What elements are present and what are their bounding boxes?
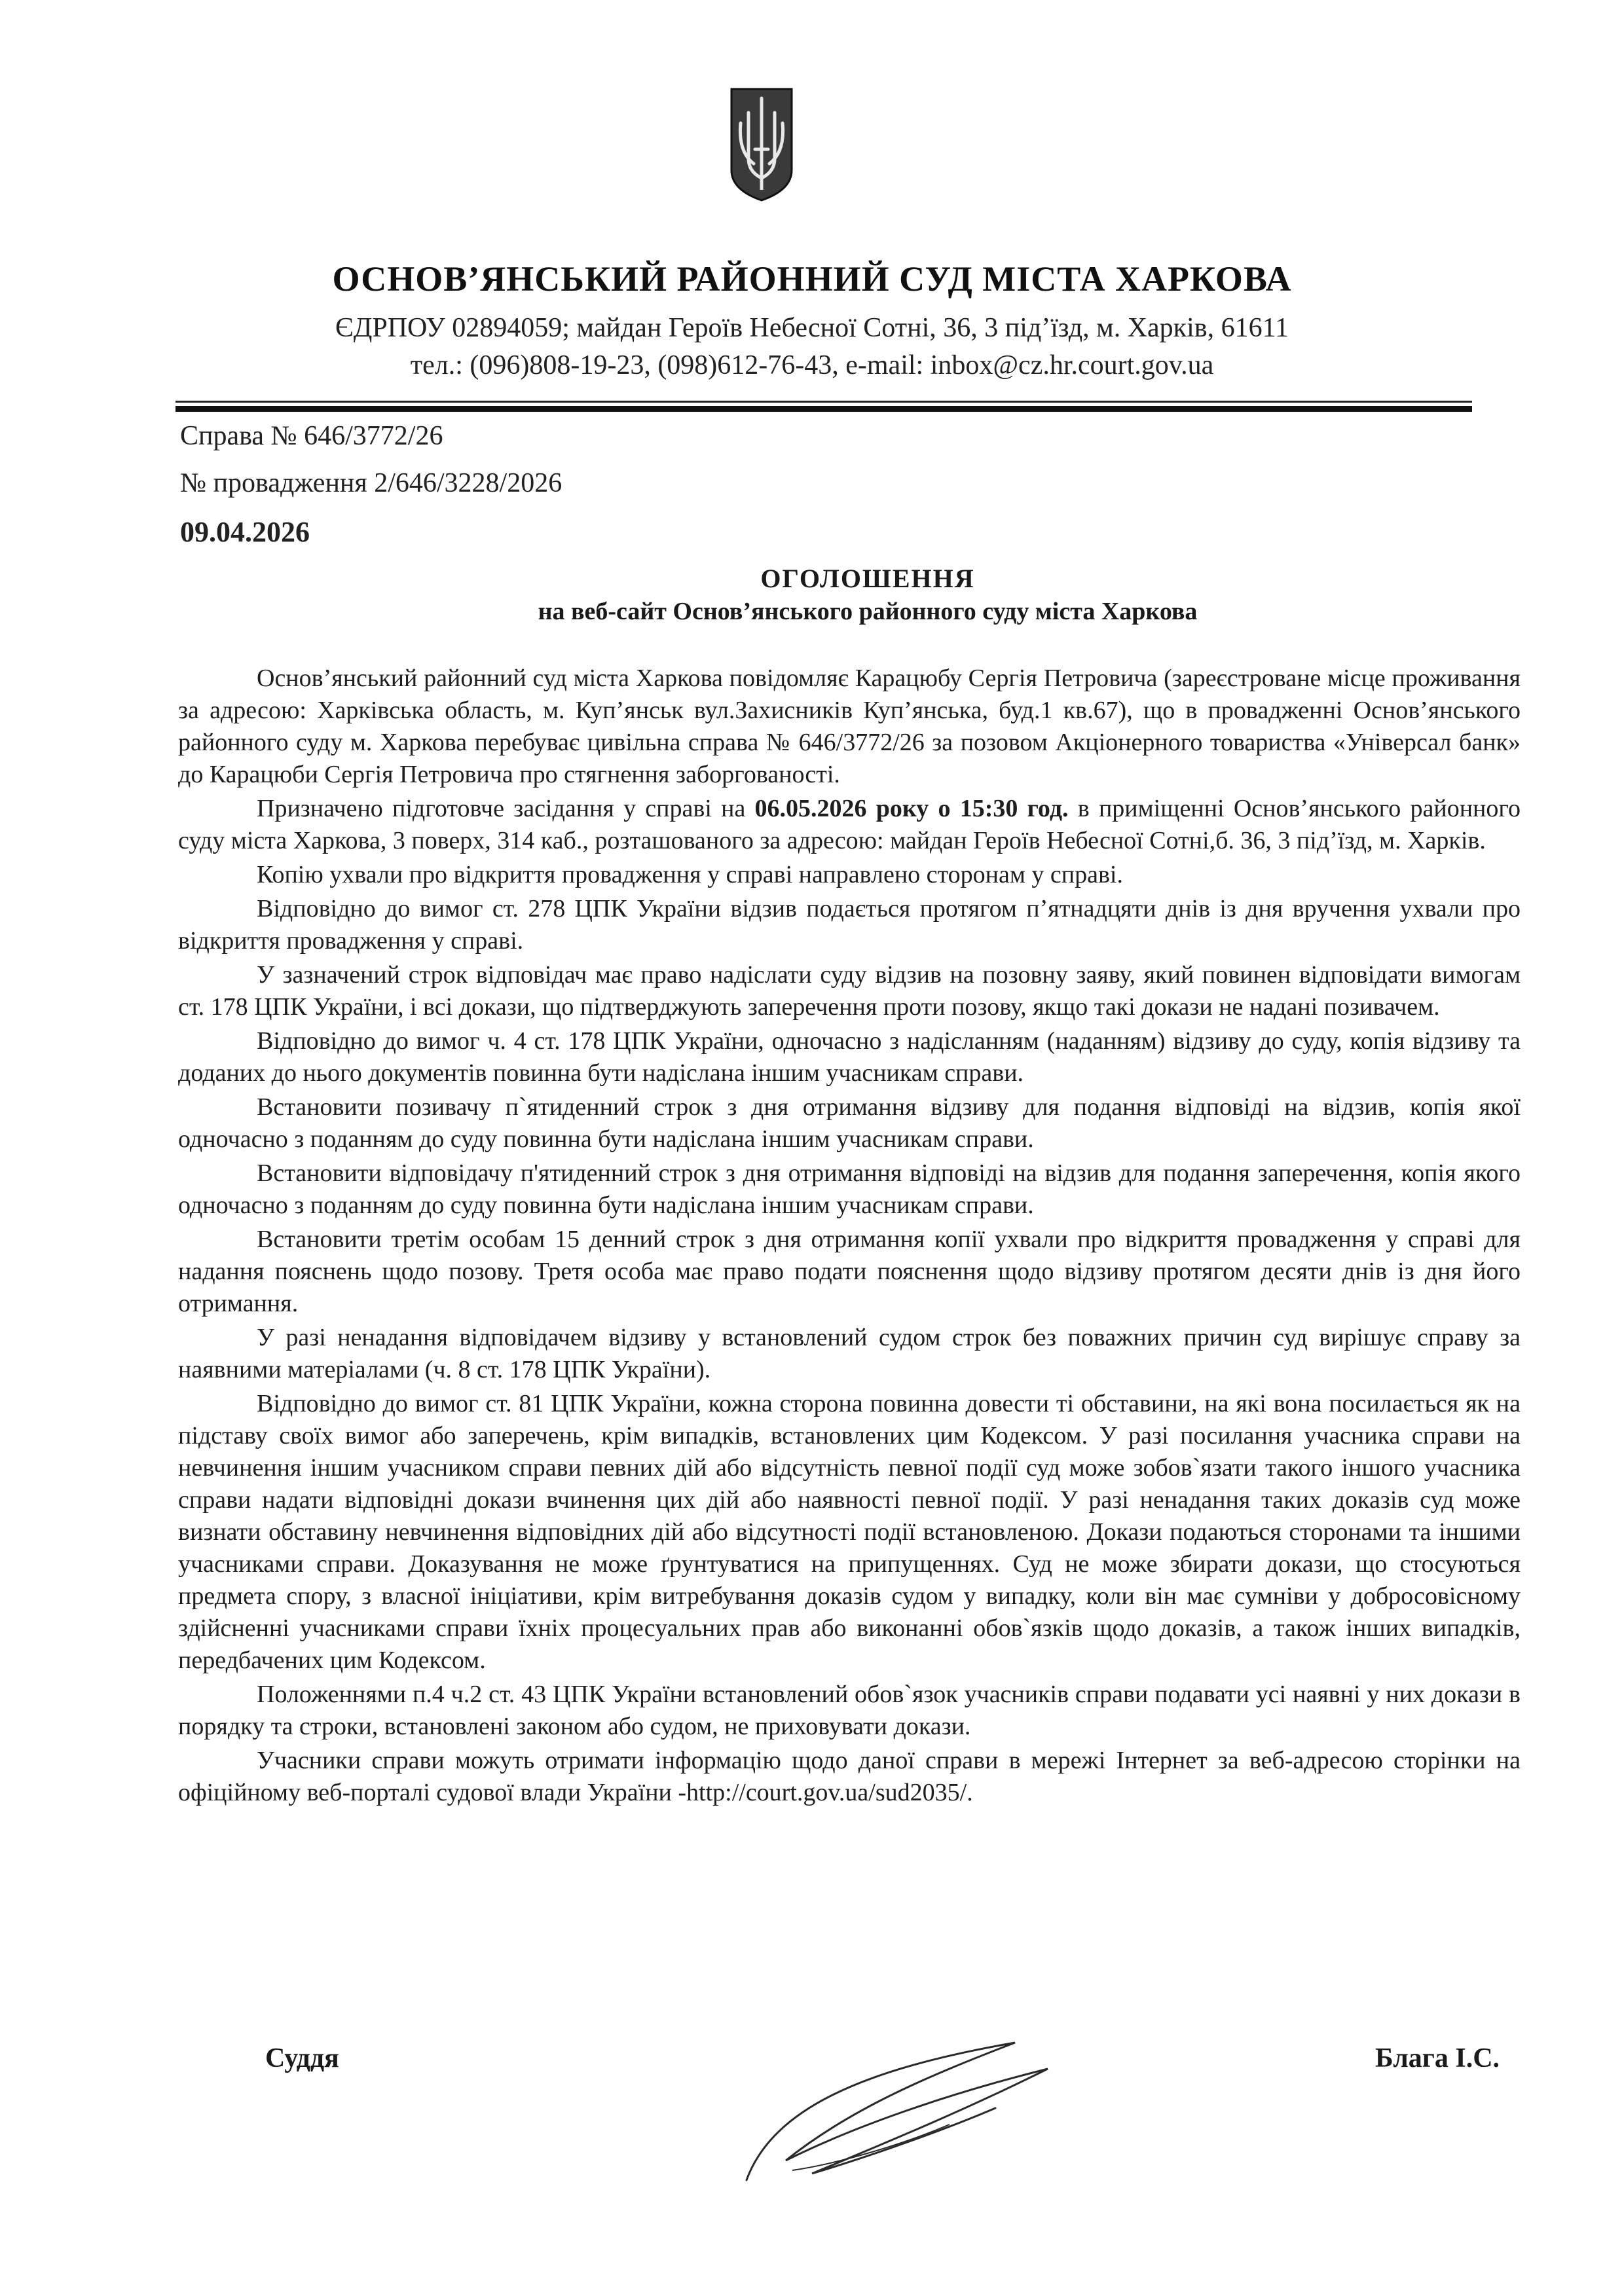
hearing-date: 06.05.2026 року о 15:30 год. [754, 795, 1069, 822]
announcement-body [178, 663, 1521, 1811]
paragraph: Відповідно до вимог ст. 81 ЦПК України, кожна сторона повинна довести ті обставини, на які вона посилається як на підставу своїх вимог або заперечень, крім випадків, встановлених цим Кодексом. У разі посилання учасника справи на невчинення іншим учасником справи певних дій або відсутність певної події суд може зобов`язати такого іншого учасника справи надати відповідні докази вчинення цих дій або наявності певної події. У разі ненадання таких доказів суд може визнати обставину невчинення відповідних дій або відсутності події встановленою. Докази подаються сторонами та іншими учасниками справи. Доказування не може ґрунтуватися на припущеннях. Суд не може збирати докази, що стосуються предмета спору, з власної ініціативи, крім витребування доказів судом у випадку, коли він має сумніви у добросовісному здійсненні учасниками справи їхніх процесуальних прав або виконанні обов`язків щодо доказів, а також інших випадків, передбачених цим Кодексом. [178, 1390, 1521, 1674]
document-date: 09.04.2026 [180, 516, 310, 548]
court-address: ЄДРПОУ 02894059; майдан Героїв Небесної Сотні, 36, 3 під’їзд, м. Харків, 61611 [335, 313, 1289, 343]
header-divider-thick [175, 406, 1472, 412]
court-contacts: тел.: (096)808-19-23, (098)612-76-43, e-mail: inbox@cz.hr.court.gov.ua [410, 350, 1214, 380]
paragraph-url: Учасники справи можуть отримати інформацію щодо даної справи в мережі Інтернет за веб-адресою сторінки на офіційному веб-порталі судової влади України -http://court.gov.ua/sud2035/. [178, 1747, 1521, 1806]
proceeding-number: № провадження 2/646/3228/2026 [180, 468, 563, 498]
paragraph: Встановити позивачу п`ятиденний строк з дня отримання відзиву для подання відповіді на відзив, копія якої одночасно з поданням до суду повинна бути надіслана іншим учасникам справи. [178, 1093, 1521, 1153]
paragraph: Встановити відповідачу п'ятиденний строк з дня отримання відповіді на відзив для подання заперечення, копія якого одночасно з поданням до суду повинна бути надіслана іншим учасникам справи. [178, 1159, 1521, 1219]
court-name: ОСНОВ’ЯНСЬКИЙ РАЙОННИЙ СУД МІСТА ХАРКОВА [332, 259, 1292, 299]
judge-name: Блага І.С. [1375, 2043, 1500, 2073]
paragraph-hearing [178, 793, 1521, 857]
announcement-title: ОГОЛОШЕННЯ [760, 564, 975, 593]
header-divider-thin [175, 401, 1472, 403]
paragraph: Основ’янський районний суд міста Харкова повідомляє Карацюбу Сергія Петровича (зареєстроване місце проживання за адресою: Харківська область, м. Куп’янськ вул.Захисників Куп’янська, буд.1 кв.67), що в провадженні Основ’янського районного суду м. Харкова перебуває цивільна справа № 646/3772/26 за позовом Акціонерного товариства «Універсал банк» до Карацюби Сергія Петровича про стягнення заборгованості. [178, 665, 1521, 788]
paragraph: У разі ненадання відповідачем відзиву у встановлений судом строк без поважних причин суд вирішує справу за наявними матеріалами (ч. 8 ст. 178 ЦПК України). [178, 1324, 1521, 1383]
hearing-text-start: Призначено підготовче засідання у справі на [257, 795, 755, 822]
judge-label: Суддя [265, 2043, 339, 2073]
paragraph: У зазначений строк відповідач має право надіслати суду відзив на позовну заяву, який повинен відповідати вимогам ст. 178 ЦПК України, і всі докази, що підтверджують заперечення проти позову, якщо такі докази не надані позивачем. [178, 961, 1521, 1021]
trident-emblem-icon [729, 86, 794, 203]
paragraph: Встановити третім особам 15 денний строк з дня отримання копії ухвали про відкриття провадження у справі для надання пояснень щодо позову. Третя особа має право подати пояснення щодо відзиву протягом десяти днів із дня його отримання. [178, 1226, 1521, 1317]
paragraph: Копію ухвали про відкриття провадження у справі направлено сторонам у справі. [257, 861, 1123, 888]
paragraph: Відповідно до вимог ч. 4 ст. 178 ЦПК України, одночасно з надісланням (наданням) відзиву до суду, копія відзиву та доданих до нього документів повинна бути надіслана іншим учасникам справи. [178, 1027, 1521, 1087]
paragraph: Відповідно до вимог ст. 278 ЦПК України відзив подається протягом п’ятнадцяти днів із дня вручення ухвали про відкриття провадження у справі. [178, 895, 1521, 955]
announcement-subtitle: на веб-сайт Основ’янського районного суду міста Харкова [538, 598, 1198, 625]
hearing-text-end: в приміщенні Основ’янського районного суду міста Харкова, 3 поверх, 314 каб., розташованого за адресою: майдан Героїв Небесної Сотні,б. 36, 3 під’їзд, м. Харків. [178, 795, 1521, 854]
paragraph: Положеннями п.4 ч.2 ст. 43 ЦПК України встановлений обов`язок учасників справи подавати усі наявні у них докази в порядку та строки, встановлені законом або судом, не приховувати докази. [178, 1681, 1521, 1740]
case-number: Справа № 646/3772/26 [180, 421, 443, 451]
handwritten-signature-icon [733, 2030, 1074, 2200]
